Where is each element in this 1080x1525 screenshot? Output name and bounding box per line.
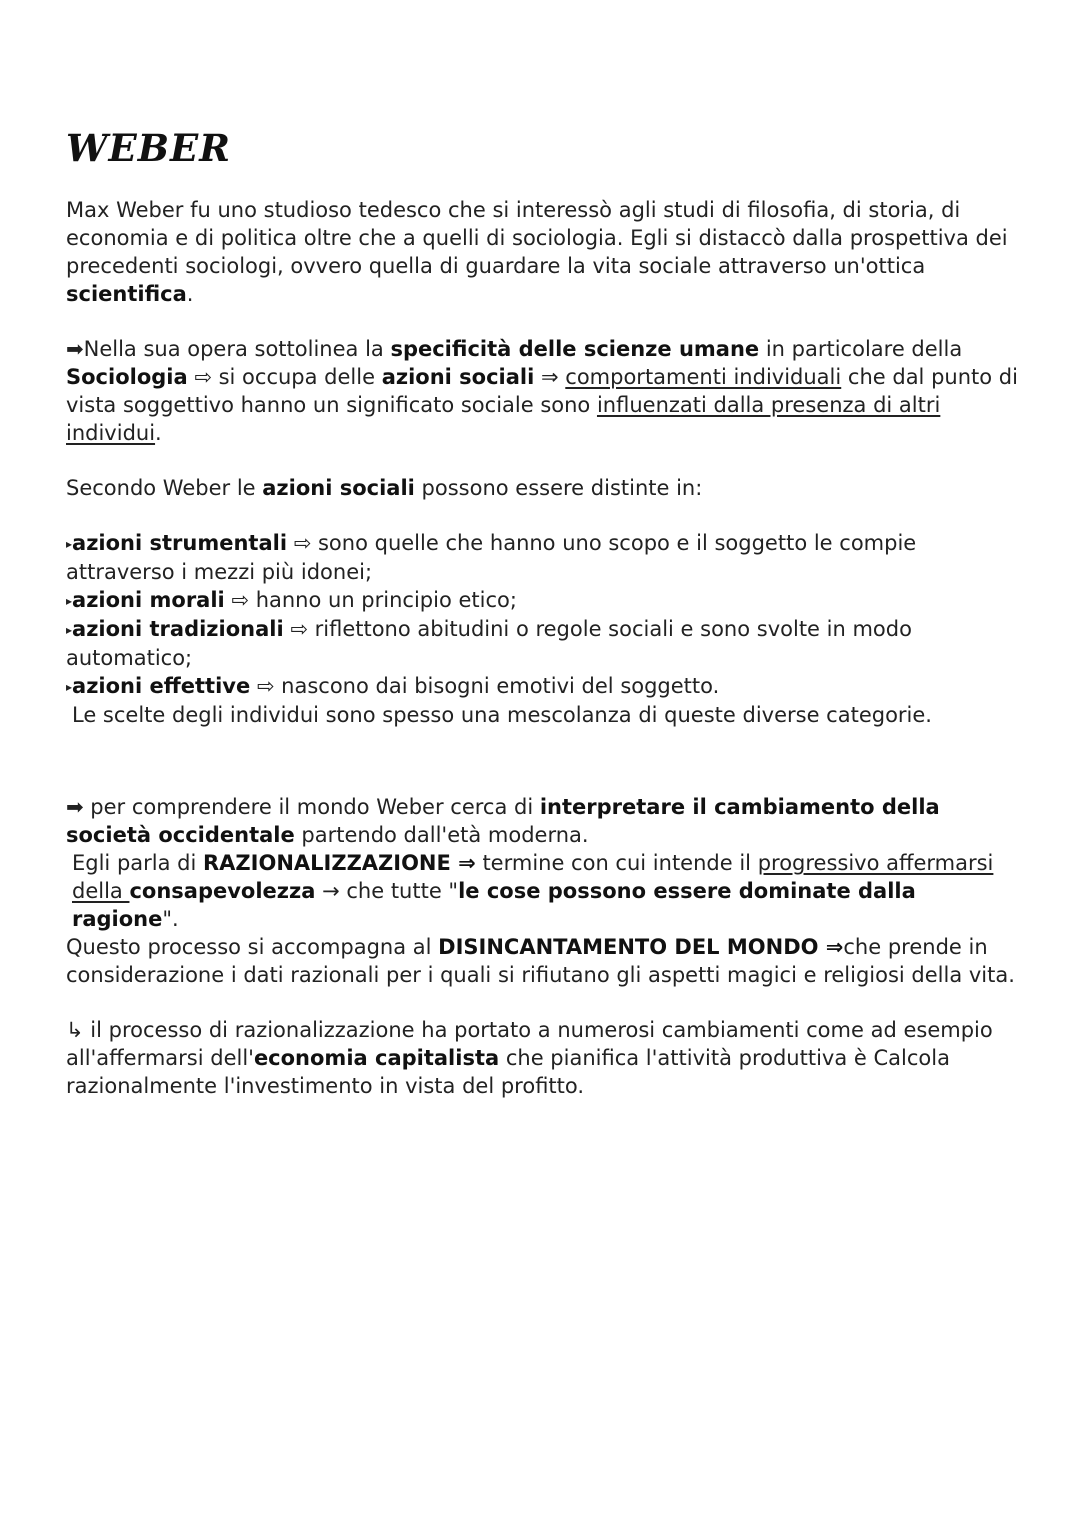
- list-term: azioni morali: [72, 588, 225, 612]
- bold-span: consapevolezza: [129, 879, 316, 903]
- text-span: ⇨ si occupa delle: [187, 365, 382, 389]
- types-intro-paragraph: [66, 474, 1026, 502]
- arrow-icon: ➡: [66, 337, 84, 361]
- bullet-icon: ▸: [66, 537, 73, 551]
- capitalism-paragraph: [66, 1016, 1026, 1100]
- list-desc: ⇨ nascono dai bisogni emotivi del soggetto.: [250, 674, 720, 698]
- intro-bold: scientifica: [66, 282, 187, 306]
- text-span: Questo processo si accompagna al: [66, 935, 439, 959]
- return-arrow-icon: ↳: [66, 1018, 84, 1042]
- bold-span: le cose possono essere dominate dalla ragione: [72, 879, 916, 931]
- text-span: Egli parla di: [72, 851, 203, 875]
- bold-span: RAZIONALIZZAZIONE ⇒: [203, 851, 476, 875]
- bold-span: azioni sociali: [262, 476, 415, 500]
- text-span: per comprendere il mondo Weber cerca di: [83, 795, 540, 819]
- list-item: [66, 586, 1026, 615]
- text-span: possono essere distinte in:: [414, 476, 703, 500]
- action-types-list: [66, 529, 1026, 729]
- underlined-span: influenzati dalla presenza di altri individui: [66, 393, 941, 445]
- sociology-paragraph: [66, 335, 1026, 447]
- intro-text: Max Weber fu uno studioso tedesco che si interessò agli studi di filosofia, di storia, di economia e di politica oltre che a quelli di sociologia. Egli si distaccò dalla prospettiva dei precedenti sociologi, ovvero quella di guardare la vita sociale attraverso un'ottica: [66, 198, 1008, 278]
- rationalization-paragraph: [66, 793, 1026, 849]
- text-span: che dal punto di vista soggettivo hanno un significato sociale sono: [66, 365, 1018, 417]
- text-span: Nella sua opera sottolinea la: [83, 337, 391, 361]
- bold-span: Sociologia: [66, 365, 188, 389]
- page-title: WEBER: [66, 126, 231, 170]
- text-span: che pianifica l'attività produttiva è Calcola razionalmente l'investimento in vista del profitto.: [66, 1046, 950, 1098]
- bullet-icon: ▸: [66, 623, 73, 637]
- bold-span: DISINCANTAMENTO DEL MONDO ⇒: [438, 935, 844, 959]
- bold-span: azioni sociali: [381, 365, 535, 389]
- arrow-icon: ➡: [66, 795, 84, 819]
- text-span: il processo di razionalizzazione ha portato a numerosi cambiamenti come ad esempio all'affermarsi dell': [66, 1018, 993, 1070]
- disenchantment-line: [66, 933, 1026, 989]
- underlined-span: progressivo affermarsi della: [72, 851, 994, 903]
- list-desc: ⇨ riflettono abitudini o regole sociali e sono svolte in modo automatico;: [66, 617, 912, 670]
- bold-span: economia capitalista: [253, 1046, 500, 1070]
- text-span: → che tutte ": [315, 879, 459, 903]
- text-span: .: [155, 421, 162, 445]
- text-span: ".: [162, 907, 179, 931]
- text-span: ⇒: [534, 365, 566, 389]
- text-span: termine con cui intende il: [475, 851, 758, 875]
- bullet-icon: ▸: [66, 680, 73, 694]
- bold-span: specificità delle scienze umane: [390, 337, 760, 361]
- list-tail: Le scelte degli individui sono spesso una mescolanza di queste diverse categorie.: [72, 703, 932, 727]
- intro-end: .: [186, 282, 194, 306]
- list-term: azioni effettive: [72, 674, 251, 698]
- list-desc: ⇨ hanno un principio etico;: [224, 588, 517, 612]
- list-item: [66, 615, 1026, 672]
- text-span: partendo dall'età moderna.: [294, 823, 589, 847]
- intro-paragraph: [66, 196, 1026, 308]
- text-span: che prende in considerazione i dati razionali per i quali si rifiutano gli aspetti magici e religiosi della vita.: [66, 935, 1015, 987]
- list-term: azioni tradizionali: [72, 617, 284, 641]
- list-item: [66, 672, 1026, 701]
- text-span: in particolare della: [759, 337, 963, 361]
- list-item: [66, 529, 1026, 586]
- list-desc: ⇨ sono quelle che hanno uno scopo e il soggetto le compie attraverso i mezzi più idonei;: [66, 531, 917, 584]
- bullet-icon: ▸: [66, 594, 73, 608]
- document-page: [66, 122, 1026, 1100]
- underlined-span: comportamenti individuali: [565, 365, 842, 389]
- text-span: Secondo Weber le: [66, 476, 263, 500]
- bold-span: interpretare il cambiamento della società occidentale: [66, 795, 940, 847]
- list-term: azioni strumentali: [72, 531, 288, 555]
- rationalization-line: [72, 849, 1026, 933]
